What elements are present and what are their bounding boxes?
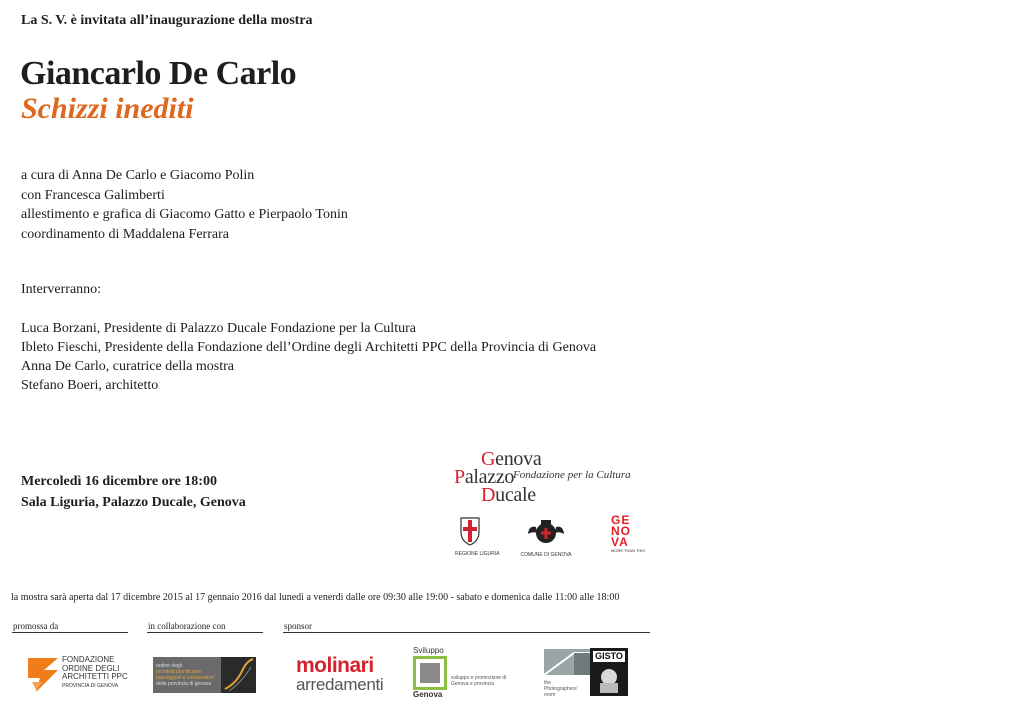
palazzo-ducale-logo [454,449,659,505]
collaboration-label: in collaborazione con [148,621,226,631]
speaker-item: Stefano Boeri, architetto [21,378,159,393]
fondazione-mark-icon [26,656,60,694]
logo-initial-d: D [481,484,496,506]
logo-initial-g: G [481,448,496,470]
logo-initial-p: P [454,466,465,488]
speaker-item: Luca Borzani, Presidente di Palazzo Ducale Fondazione per la Cultura [21,321,416,336]
exhibition-subtitle: Schizzi inediti [21,92,194,125]
event-venue: Sala Liguria, Palazzo Ducale, Genova [21,495,246,510]
comune-crest-icon [519,517,573,547]
comune-genova-logo [519,517,573,557]
speakers-heading: Interverranno: [21,282,102,297]
credit-line: a cura di Anna De Carlo e Giacomo Polin [21,168,255,183]
collaboration-divider [147,632,263,633]
molinari-arredamenti-logo: molinari arredamenti [296,654,384,694]
credit-line: coordinamento di Maddalena Ferrara [21,226,229,242]
photographers-room-logo: the Photographers' room [544,649,590,698]
regione-crest-icon [455,515,485,547]
comune-label: COMUNE DI GENOVA [520,552,572,558]
sviluppo-genova-logo: Sviluppo Genova sviluppo e promozione di Genova e provincia [413,646,507,699]
event-date: Mercoledì 16 dicembre ore 18:00 [21,474,217,489]
sponsor-label: sponsor [284,621,313,631]
regione-liguria-logo [455,515,500,557]
genova-brand-logo: GE NO VA MORE THAN THIS [611,513,646,553]
speakers-list [21,319,596,395]
logo-tagline: Fondazione per la Cultura [513,469,631,481]
credits-block [21,166,348,244]
regione-label: REGIONE LIGURIA [455,551,500,557]
gisto-figure-icon [590,665,628,695]
logo-word-palazzo: alazzo [464,466,515,488]
event-details [21,471,246,513]
logo-word-genova: enova [495,448,542,470]
exhibition-title: Giancarlo De Carlo [20,55,297,92]
fondazione-architetti-logo [26,656,60,694]
promoted-by-divider [12,632,128,633]
opening-hours: la mostra sarà aperta dal 17 dicembre 2015 al 17 gennaio 2016 dal lunedì a venerdì dalle ore 09:30 alle 19:00 - sabato e domenica dalle 11:00 alle 18:00 [11,592,620,603]
ordine-architetti-logo: ordine degli architetti pianificatori paesaggisti e conservatori della provincia di genova [153,657,256,693]
fondazione-architetti-text: FONDAZIONE ORDINE DEGLI ARCHITETTI PPC PROVINCIA DI GENOVA [62,655,128,689]
gisto-logo: GISTO [590,648,628,696]
credit-line: con Francesca Galimberti [21,187,165,203]
speaker-item: Ibleto Fieschi, Presidente della Fondazione dell’Ordine degli Architetti PPC della Provincia di Genova [21,340,597,355]
photographers-room-icon [544,649,590,675]
sviluppo-square-icon [413,656,447,690]
swirl-graphic-icon [221,657,256,693]
speaker-item: Anna De Carlo, curatrice della mostra [21,359,235,374]
credit-line: allestimento e grafica di Giacomo Gatto e Pierpaolo Tonin [21,207,348,222]
sponsor-divider [283,632,650,633]
promoted-by-label: promossa da [13,621,59,631]
logo-word-ducale: ucale [495,484,536,506]
invitation-line: La S. V. è invitata all’inaugurazione della mostra [21,13,313,28]
